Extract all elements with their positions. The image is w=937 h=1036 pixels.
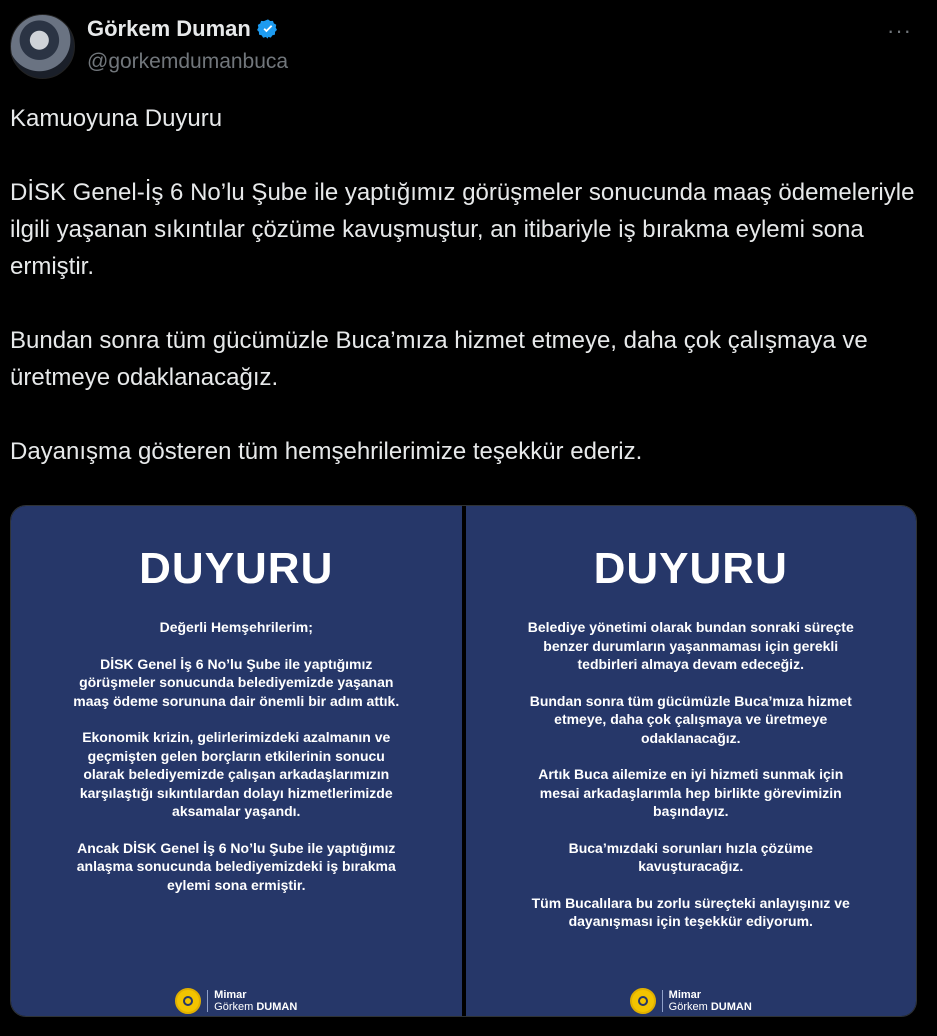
author-avatar[interactable] <box>10 14 75 79</box>
tweet-paragraph: DİSK Genel-İş 6 No’lu Şube ile yaptığımız görüşmeler sonucunda maaş ödemeleriyle ilgili yaşanan sıkıntılar çözüme kavuşmuştur, an itibariyle iş bırakma eylemi sona ermiştir. <box>10 179 915 280</box>
author-name[interactable]: Görkem Duman <box>87 16 251 41</box>
author-handle[interactable]: @gorkemdumanbuca <box>87 50 289 73</box>
more-options-icon[interactable]: ··· <box>887 18 912 43</box>
announcement-paragraph: DİSK Genel İş 6 No’lu Şube ile yaptığımız görüşmeler sonucunda belediyemizde yaşanan maaş ödeme sorununa dair önemli bir adım attık. <box>73 655 400 709</box>
municipality-seal-icon <box>630 988 656 1014</box>
divider <box>207 990 208 1012</box>
signature-logo <box>11 988 462 1014</box>
tweet-text <box>10 100 925 470</box>
signature-text: Mimar Görkem DUMAN <box>214 989 298 1013</box>
announcement-paragraph: Bundan sonra tüm gücümüzle Buca’mıza hizmet etmeye, daha çok çalışmaya ve üretmeye odaklanacağız. <box>529 692 852 746</box>
signature-text: Mimar Görkem DUMAN <box>668 989 752 1013</box>
announcement-body <box>51 618 422 912</box>
verified-badge-icon <box>257 18 279 40</box>
announcement-paragraph: Buca’mızdaki sorunları hızla çözüme kavuşturacağız. <box>568 839 813 874</box>
announcement-paragraph: Artık Buca ailemize en iyi hizmeti sunmak için mesai arkadaşlarımla hep birlikte görevimizin başındayız. <box>538 766 844 819</box>
tweet-paragraph: Kamuoyuna Duyuru <box>10 105 223 132</box>
announcement-paragraph: Tüm Bucalılara bu zorlu süreçteki anlayışınız ve dayanışması için teşekkür ediyorum. <box>531 894 850 929</box>
announcement-paragraph: Ekonomik krizin, gelirlerimizdeki azalmanın ve geçmişten gelen borçların etkilerinin sonucu olarak belediyemizde çalışan arkadaşlarımızın karşılaştığı sıkıntılardan dolayı hizmetlerimizde aksamalar yaşandı. <box>79 729 393 819</box>
tweet-paragraph: Dayanışma gösteren tüm hemşehrilerimize teşekkür ederiz. <box>10 438 643 465</box>
announcement-title: DUYURU <box>139 544 334 593</box>
media-image-1[interactable] <box>11 506 462 1016</box>
divider <box>662 990 663 1012</box>
tweet-media <box>10 505 917 1017</box>
announcement-paragraph: Ancak DİSK Genel İş 6 No’lu Şube ile yaptığımız anlaşma sonucunda belediyemizdeki iş bırakma eylemi sona ermiştir. <box>76 839 396 893</box>
author-name-row[interactable] <box>87 16 279 42</box>
signature-logo <box>466 988 917 1014</box>
municipality-seal-icon <box>175 988 201 1014</box>
announcement-title: DUYURU <box>593 544 788 593</box>
tweet-paragraph: Bundan sonra tüm gücümüzle Buca’mıza hizmet etmeye, daha çok çalışmaya ve üretmeye odaklanacağız. <box>10 327 868 391</box>
media-image-2[interactable] <box>466 506 917 1016</box>
announcement-paragraph: Belediye yönetimi olarak bundan sonraki süreçte benzer durumların yaşanmaması için gerekli tedbirleri almaya devam edeceğiz. <box>527 619 854 672</box>
announcement-paragraph: Değerli Hemşehrilerim; <box>159 619 313 635</box>
announcement-body <box>506 618 877 949</box>
